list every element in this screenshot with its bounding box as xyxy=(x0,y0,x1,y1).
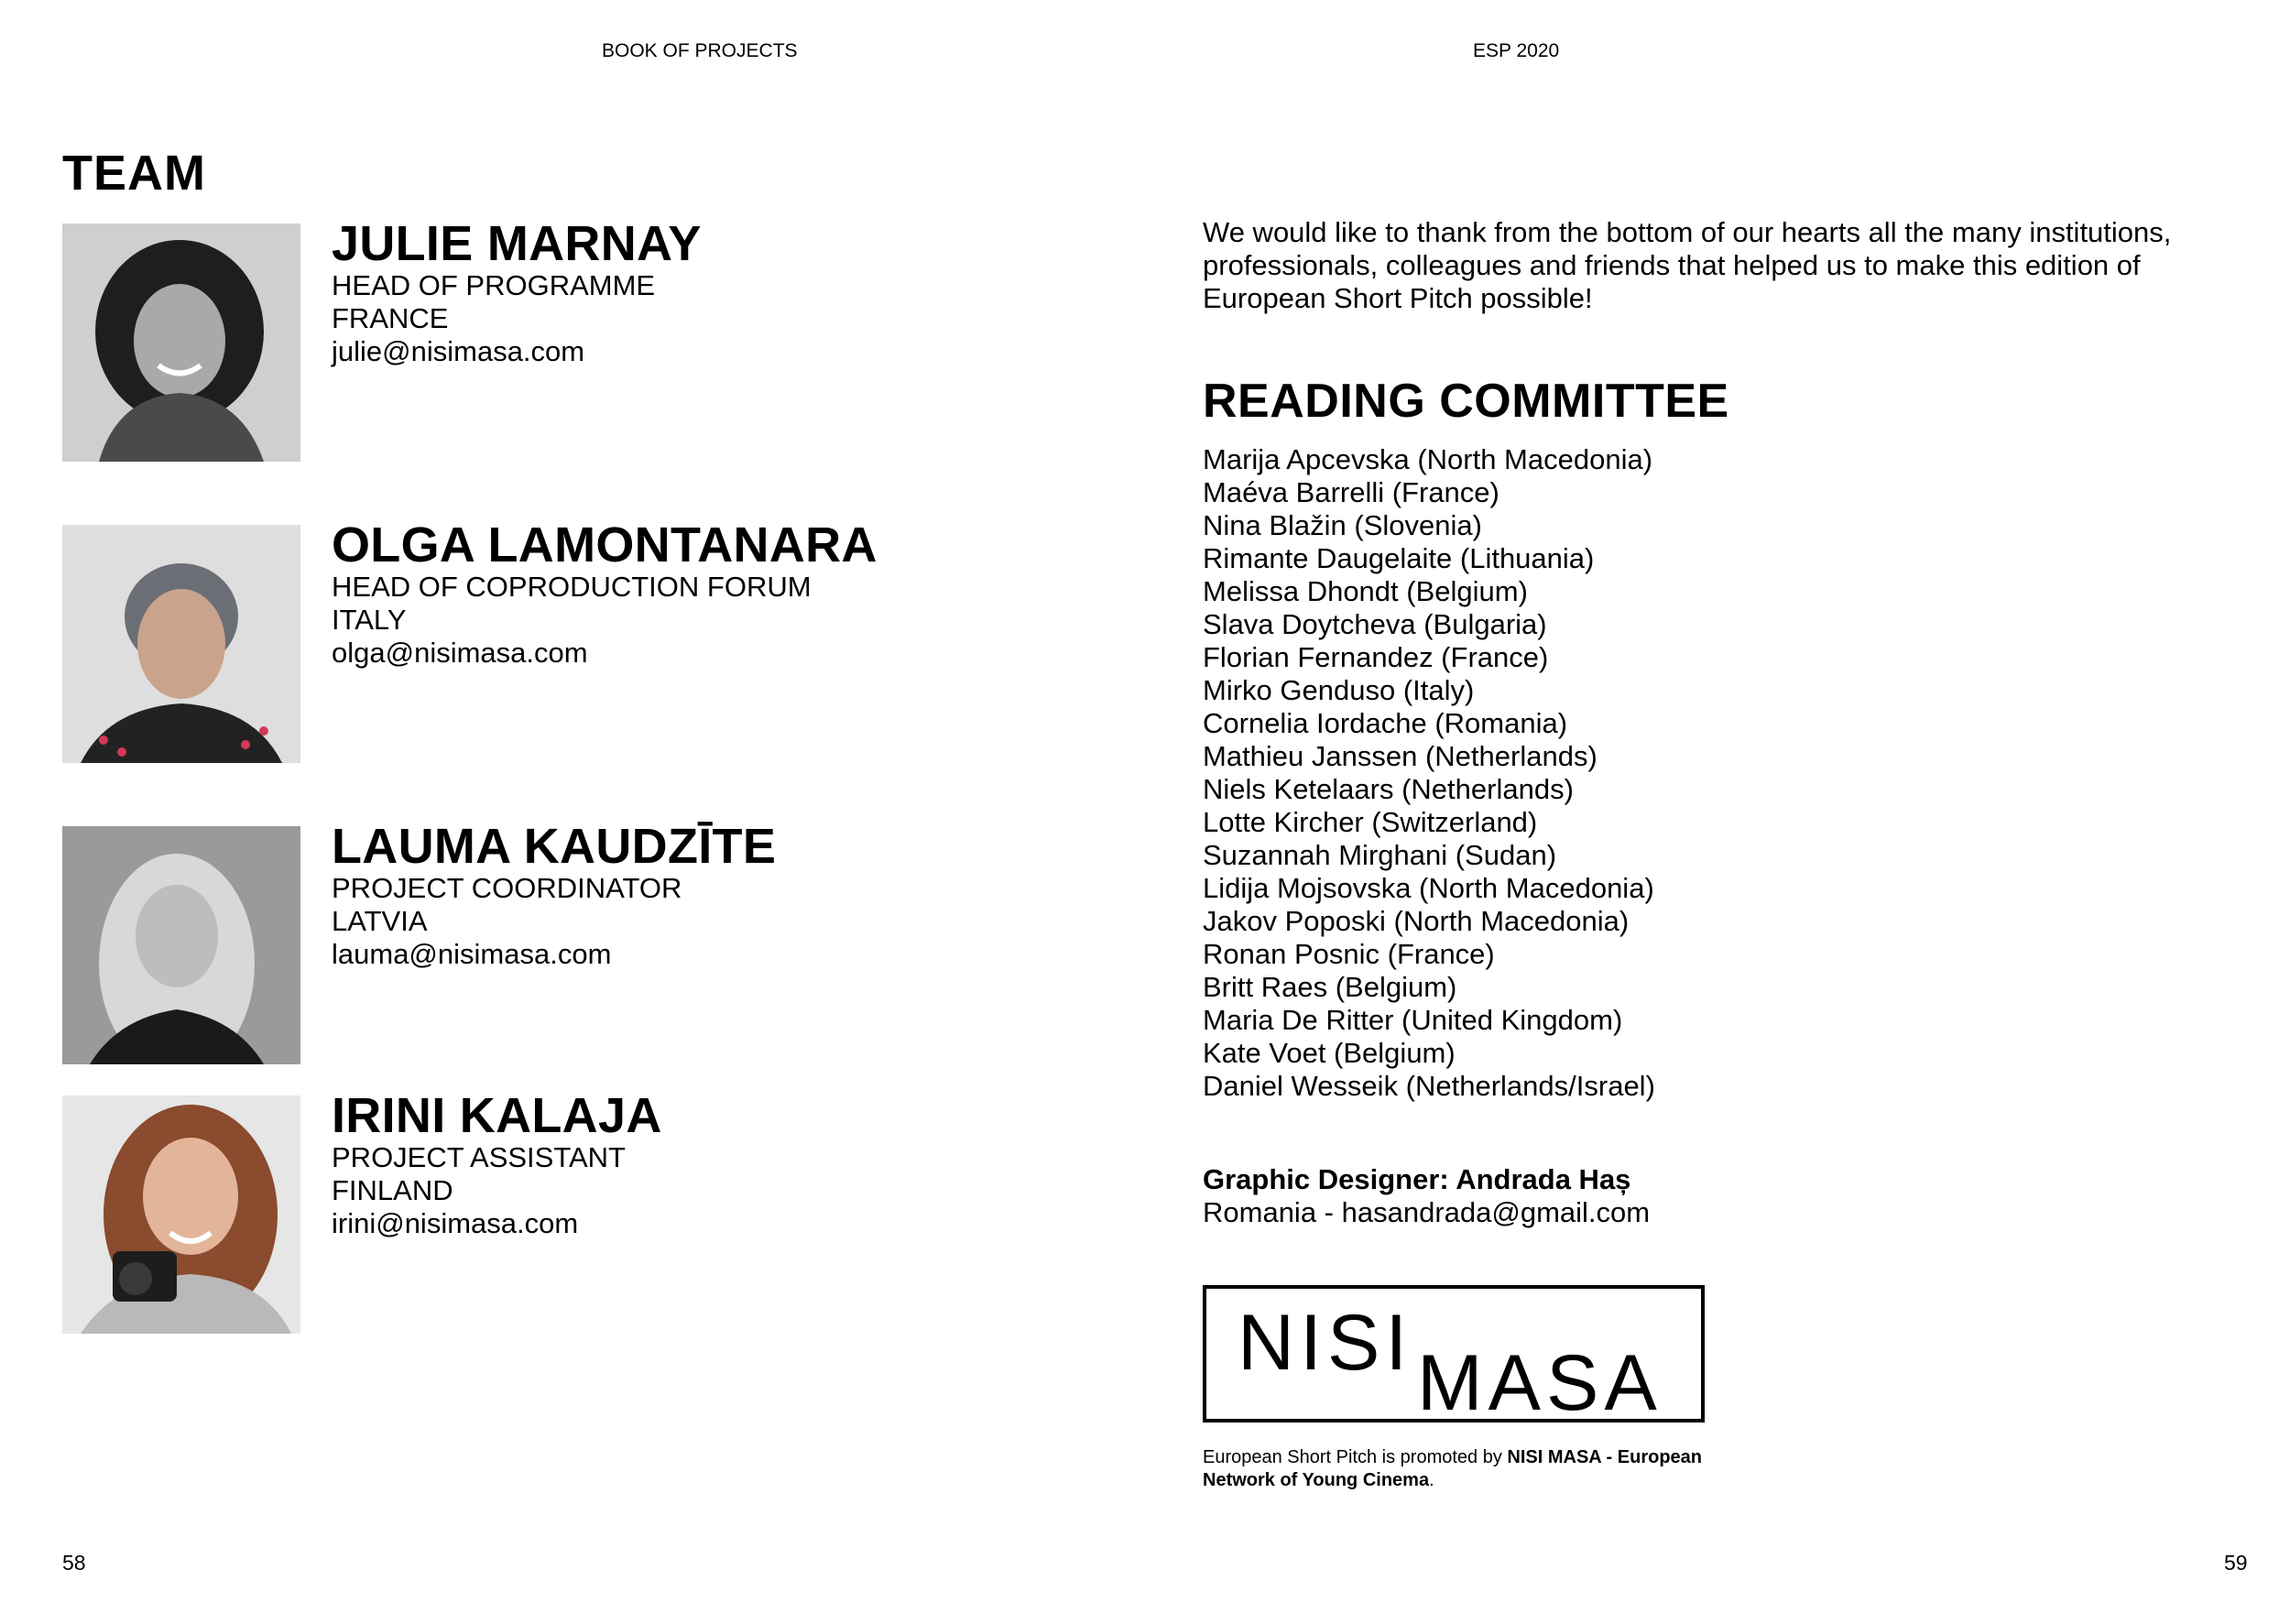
member-email[interactable]: julie@nisimasa.com xyxy=(332,335,585,367)
member-country: ITALY xyxy=(332,604,407,636)
portrait-image xyxy=(62,525,300,763)
member-name: LAUMA KAUDZĪTE xyxy=(332,819,777,874)
running-header-right: ESP 2020 xyxy=(1473,40,1560,61)
list-item: Jakov Poposki (North Macedonia) xyxy=(1203,905,1630,937)
member-role: HEAD OF PROGRAMME xyxy=(332,269,656,301)
team-member-card xyxy=(62,819,1070,1064)
promo-org: NISI MASA - European Network of Young Cinema xyxy=(1203,1447,1703,1490)
running-header-left: BOOK OF PROJECTS xyxy=(602,40,798,61)
portrait-image xyxy=(62,1095,300,1334)
page-number-right: 59 xyxy=(2224,1551,2248,1575)
list-item: Rimante Daugelaite (Lithuania) xyxy=(1203,542,1595,574)
promo-suffix: . xyxy=(1429,1470,1434,1490)
member-email[interactable]: lauma@nisimasa.com xyxy=(332,938,612,970)
list-item: Maéva Barrelli (France) xyxy=(1203,476,1499,508)
portrait-image xyxy=(62,826,300,1064)
member-role: HEAD OF COPRODUCTION FORUM xyxy=(332,571,812,603)
member-country: FRANCE xyxy=(332,302,449,334)
member-photo xyxy=(62,223,300,462)
list-item: Niels Ketelaars (Netherlands) xyxy=(1203,773,1574,805)
member-email[interactable]: irini@nisimasa.com xyxy=(332,1207,579,1239)
member-photo xyxy=(62,525,300,763)
list-item: Lidija Mojsovska (North Macedonia) xyxy=(1203,872,1654,904)
member-info xyxy=(332,519,878,670)
member-role: PROJECT COORDINATOR xyxy=(332,872,682,904)
member-name: IRINI KALAJA xyxy=(332,1088,662,1143)
list-item: Daniel Wesseik (Netherlands/Israel) xyxy=(1203,1070,1655,1102)
list-item: Slava Doytcheva (Bulgaria) xyxy=(1203,608,1547,640)
logo-word-1: NISI xyxy=(1238,1299,1413,1387)
reading-committee-heading: READING COMMITTEE xyxy=(1203,375,1729,428)
list-item: Suzannah Mirghani (Sudan) xyxy=(1203,839,1557,871)
member-photo xyxy=(62,826,300,1064)
member-role: PROJECT ASSISTANT xyxy=(332,1141,626,1173)
list-item: Cornelia Iordache (Romania) xyxy=(1203,707,1568,739)
list-item: Mathieu Janssen (Netherlands) xyxy=(1203,740,1598,772)
team-member-card xyxy=(62,216,1070,462)
list-item: Florian Fernandez (France) xyxy=(1203,641,1549,673)
logo-wordmark xyxy=(1206,1289,1701,1419)
member-country: LATVIA xyxy=(332,905,428,937)
designer-name: Graphic Designer: Andrada Haș xyxy=(1203,1163,1631,1195)
member-info xyxy=(332,821,776,971)
thanks-paragraph: We would like to thank from the bottom of our hearts all the many institutions, professionals, colleagues and friends that helped us to make this edition of European Short Pitch possible! xyxy=(1203,216,2172,314)
member-email[interactable]: olga@nisimasa.com xyxy=(332,637,588,669)
member-name: JULIE MARNAY xyxy=(332,216,702,271)
list-item: Lotte Kircher (Switzerland) xyxy=(1203,806,1538,838)
portrait-image xyxy=(62,223,300,462)
page-number-left: 58 xyxy=(62,1551,86,1575)
list-item: Melissa Dhondt (Belgium) xyxy=(1203,575,1528,607)
member-name: OLGA LAMONTANARA xyxy=(332,518,878,572)
list-item: Maria De Ritter (United Kingdom) xyxy=(1203,1004,1623,1036)
reading-committee-list xyxy=(1203,443,1655,1103)
team-heading: TEAM xyxy=(62,146,206,201)
member-info xyxy=(332,1090,662,1240)
team-member-card xyxy=(62,1088,1070,1334)
promo-note xyxy=(1203,1446,1716,1492)
member-country: FINLAND xyxy=(332,1174,453,1206)
list-item: Mirko Genduso (Italy) xyxy=(1203,674,1475,706)
list-item: Britt Raes (Belgium) xyxy=(1203,971,1457,1003)
promo-prefix: European Short Pitch is promoted by xyxy=(1203,1447,1508,1467)
nisi-masa-logo xyxy=(1203,1285,1705,1422)
list-item: Kate Voet (Belgium) xyxy=(1203,1037,1456,1069)
designer-contact: Romania - hasandrada@gmail.com xyxy=(1203,1196,1651,1228)
logo-word-2: MASA xyxy=(1417,1339,1663,1419)
list-item: Marija Apcevska (North Macedonia) xyxy=(1203,443,1653,475)
designer-credit xyxy=(1203,1163,1650,1229)
member-info xyxy=(332,218,702,368)
team-member-card xyxy=(62,518,1070,763)
member-photo xyxy=(62,1095,300,1334)
list-item: Nina Blažin (Slovenia) xyxy=(1203,509,1482,541)
list-item: Ronan Posnic (France) xyxy=(1203,938,1495,970)
